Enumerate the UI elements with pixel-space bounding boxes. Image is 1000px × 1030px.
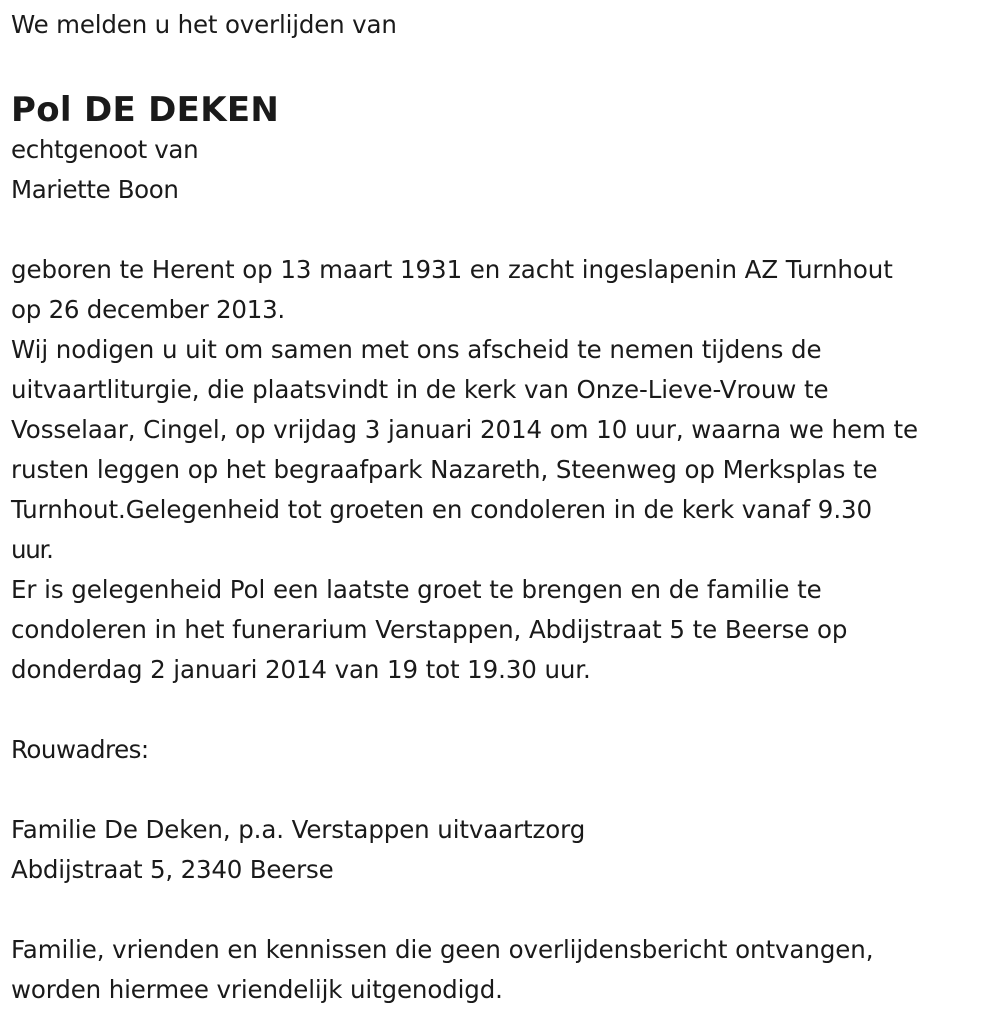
body-line: Turnhout.Gelegenheid tot groeten en condoleren in de kerk vanaf 9.30 [11, 495, 873, 524]
obituary-notice [11, 0, 996, 1010]
spacer [11, 770, 996, 810]
notice-body [11, 250, 996, 690]
spacer [11, 210, 996, 250]
address-label: Rouwadres: [11, 735, 149, 764]
spacer [11, 890, 996, 930]
body-line: geboren te Herent op 13 maart 1931 en zacht ingeslapenin AZ Turnhout [11, 255, 893, 284]
closing-line-2: worden hiermee vriendelijk uitgenodigd. [11, 975, 503, 1004]
body-line: uur. [11, 535, 53, 564]
body-line: op 26 december 2013. [11, 295, 285, 324]
body-line: uitvaartliturgie, die plaatsvindt in de kerk van Onze-Lieve-Vrouw te [11, 375, 829, 404]
address-line-2: Abdijstraat 5, 2340 Beerse [11, 855, 334, 884]
body-line: condoleren in het funerarium Verstappen, Abdijstraat 5 te Beerse op [11, 615, 848, 644]
spacer [11, 690, 996, 730]
address-line-1: Familie De Deken, p.a. Verstappen uitvaartzorg [11, 815, 586, 844]
body-line: Wij nodigen u uit om samen met ons afscheid te nemen tijdens de [11, 335, 822, 364]
body-line: rusten leggen op het begraafpark Nazareth, Steenweg op Merksplas te [11, 455, 878, 484]
deceased-name: Pol DE DEKEN [11, 90, 280, 130]
intro-text: We melden u het overlijden van [11, 10, 397, 39]
spouse-name: Mariette Boon [11, 175, 179, 204]
body-line: Vosselaar, Cingel, op vrijdag 3 januari 2014 om 10 uur, waarna we hem te [11, 415, 919, 444]
body-line: Er is gelegenheid Pol een laatste groet te brengen en de familie te [11, 575, 822, 604]
body-line: donderdag 2 januari 2014 van 19 tot 19.30 uur. [11, 655, 591, 684]
relation-label: echtgenoot van [11, 135, 199, 164]
closing-line-1: Familie, vrienden en kennissen die geen overlijdensbericht ontvangen, [11, 935, 874, 964]
